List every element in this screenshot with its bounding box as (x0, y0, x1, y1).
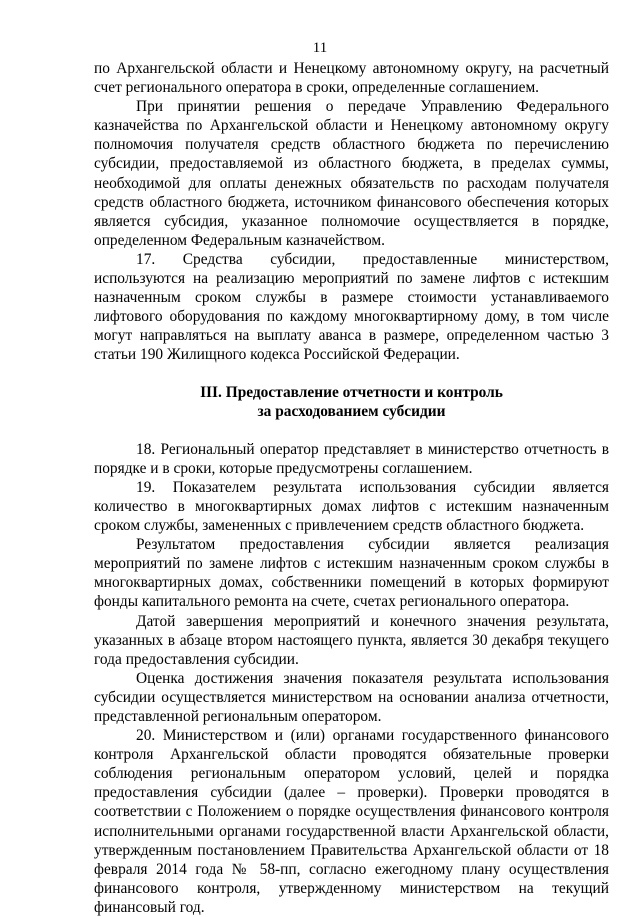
paragraph-completion-date: Датой завершения мероприятий и конечного значения результата, указанных в абзаце втором настоящего пункта, является 30 декабря текущего года предоставления субсидии. (94, 612, 609, 668)
section-heading-line-1: III. Предоставление отчетности и контроль (200, 383, 503, 401)
paragraph-assessment: Оценка достижения значения показателя результата использования субсидии осуществляется министерством на основании анализа отчетности, представленной региональным оператором. (94, 669, 609, 725)
paragraph-continuation: по Архангельской области и Ненецкому автономному округу, на расчетный счет регионального оператора в сроки, определенные соглашением. (94, 60, 609, 97)
paragraph-17: 17. Средства субсидии, предоставленные министерством, используются на реализацию мероприятий по замене лифтов с истекшим назначенным сроком службы в размере стоимости устанавливаемого лифтового оборудования по каждому многоквартирному дому, в том числе могут направляться на выплату аванса в размере, определенном частью 3 статьи 190 Жилищного кодекса Российской Федерации. (94, 250, 609, 364)
paragraph-20: 20. Министерством и (или) органами государственного финансового контроля Архангельской области проводятся обязательные проверки соблюдения региональным оператором условий, целей и порядка предоставления субсидии (далее – проверки). Проверки проводятся в соответствии с Положением о порядке осуществления финансового контроля исполнительными органами государственной власти Архангельской области, утвержденным постановлением Правительства Архангельской области от 18 февраля 2014 года № 58-пп, согласно ежегодному плану осуществления финансового контроля, утвержденному министерством на текущий финансовый год. (94, 727, 609, 916)
section-heading-line-2: за расходованием субсидии (257, 402, 446, 420)
document-body (94, 59, 609, 917)
paragraph-18: 18. Региональный оператор представляет в министерство отчетность в порядке и в сроки, которые предусмотрены соглашением. (94, 440, 609, 477)
paragraph-treasury-powers: При принятии решения о передаче Управлению Федерального казначейства по Архангельской области и Ненецкому автономному округу полномочия получателя средств областного бюджета по перечислению субсидии, предоставляемой из областного бюджета, в пределах суммы, необходимой для оплаты денежных обязательств по расходам получателя средств областного бюджета, источником финансового обеспечения которых является субсидия, указанное полномочие осуществляется в порядке, определенном Федеральным казначейством. (94, 98, 609, 249)
paragraph-19: 19. Показателем результата использования субсидии является количество в многоквартирных домах лифтов с истекшим назначенным сроком службы, замененных с привлечением средств областного бюджета. (94, 478, 609, 535)
paragraph-result: Результатом предоставления субсидии является реализация мероприятий по замене лифтов с истекшим назначенным сроком службы в многоквартирных домах, собственники помещений в которых формируют фонды капитального ремонта на счете, счетах регионального оператора. (94, 536, 609, 611)
page-number: 11 (312, 40, 328, 56)
section-heading (94, 383, 609, 421)
